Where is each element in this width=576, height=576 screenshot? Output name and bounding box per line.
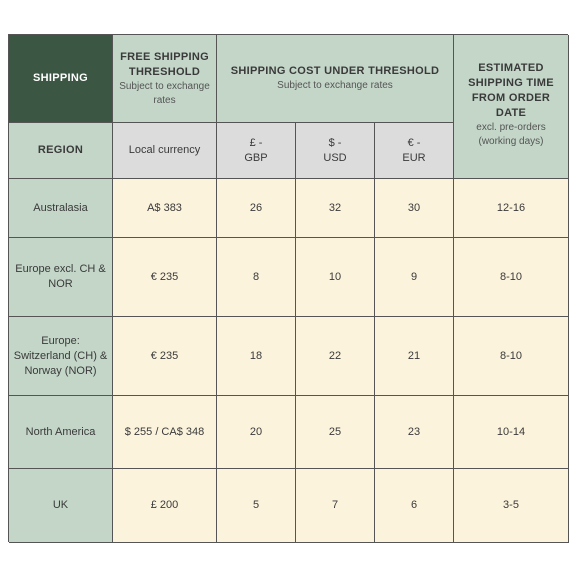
threshold-cell: [113, 238, 217, 317]
shipping-cost-header: [217, 35, 454, 123]
eur-cell: [375, 179, 454, 238]
region-cell: [9, 238, 113, 317]
gbp-value: 26: [249, 201, 263, 214]
free-shipping-title: FREE SHIPPING THRESHOLD: [120, 50, 209, 78]
threshold-value: £ 200: [150, 499, 179, 511]
time-cell: [454, 317, 569, 396]
gbp-cell: [217, 469, 296, 543]
free-shipping-subtitle: Subject to exchange rates: [119, 80, 210, 106]
threshold-cell: [113, 179, 217, 238]
shipping-cost-title: SHIPPING COST UNDER THRESHOLD: [230, 65, 440, 77]
threshold-cell: [113, 396, 217, 469]
region-cell: [9, 179, 113, 238]
shipping-cost-subtitle: Subject to exchange rates: [277, 80, 393, 91]
threshold-value: € 235: [150, 349, 179, 362]
gbp-value: 20: [249, 425, 263, 438]
region-name: Europe: Switzerland (CH) & Norway (NOR): [13, 334, 108, 377]
region-cell: [9, 317, 113, 396]
gbp-value: 5: [252, 499, 260, 511]
usd-cell: [296, 469, 375, 543]
usd-cell: [296, 317, 375, 396]
shipping-header-label: SHIPPING: [33, 72, 88, 84]
shipping-time-title: ESTIMATED SHIPPING TIME FROM ORDER DATE: [468, 62, 554, 119]
eur-cell: [375, 238, 454, 317]
usd-cell: [296, 238, 375, 317]
shipping-time-header: [454, 35, 569, 179]
gbp-value: 18: [249, 349, 263, 362]
region-name: North America: [25, 425, 96, 438]
threshold-value: € 235: [150, 270, 179, 283]
region-name: Australasia: [33, 201, 88, 214]
usd-label: $ - USD: [323, 136, 347, 164]
gbp-cell: [217, 179, 296, 238]
time-value: 12-16: [496, 201, 526, 214]
gbp-header: [217, 123, 296, 179]
time-cell: [454, 469, 569, 543]
time-value: 8-10: [499, 349, 523, 362]
eur-cell: [375, 469, 454, 543]
usd-value: 32: [328, 201, 342, 214]
time-value: 10-14: [496, 425, 526, 438]
region-header: [9, 123, 113, 179]
time-cell: [454, 396, 569, 469]
time-cell: [454, 238, 569, 317]
region-header-label: REGION: [37, 144, 84, 156]
usd-value: 10: [328, 270, 342, 283]
time-value: 3-5: [503, 499, 519, 511]
usd-cell: [296, 396, 375, 469]
region-cell: [9, 396, 113, 469]
eur-cell: [375, 396, 454, 469]
free-shipping-header: [113, 35, 217, 123]
threshold-value: $ 255 / CA$ 348: [124, 425, 205, 438]
region-cell: [9, 469, 113, 543]
usd-value: 25: [328, 425, 342, 438]
time-cell: [454, 179, 569, 238]
gbp-cell: [217, 317, 296, 396]
eur-cell: [375, 317, 454, 396]
threshold-cell: [113, 469, 217, 543]
eur-value: 23: [407, 425, 421, 438]
eur-value: 30: [407, 201, 421, 214]
eur-value: 9: [410, 270, 418, 283]
time-value: 8-10: [499, 270, 523, 283]
usd-value: 7: [331, 499, 339, 511]
gbp-value: 8: [252, 270, 260, 283]
gbp-label: £ - GBP: [244, 136, 268, 164]
local-currency-label: Local currency: [128, 144, 201, 156]
eur-value: 21: [407, 349, 421, 362]
eur-label: € - EUR: [402, 136, 426, 164]
threshold-cell: [113, 317, 217, 396]
region-name: Europe excl. CH & NOR: [15, 263, 106, 290]
usd-cell: [296, 179, 375, 238]
shipping-header: [9, 35, 113, 123]
usd-value: 22: [328, 349, 342, 362]
eur-value: 6: [410, 499, 418, 511]
usd-header: [296, 123, 375, 179]
threshold-value: A$ 383: [147, 201, 182, 214]
shipping-time-subtitle: excl. pre-orders (working days): [476, 122, 546, 147]
local-currency-header: [113, 123, 217, 179]
shipping-table: [8, 34, 568, 542]
region-name: UK: [52, 499, 69, 511]
eur-header: [375, 123, 454, 179]
gbp-cell: [217, 396, 296, 469]
gbp-cell: [217, 238, 296, 317]
